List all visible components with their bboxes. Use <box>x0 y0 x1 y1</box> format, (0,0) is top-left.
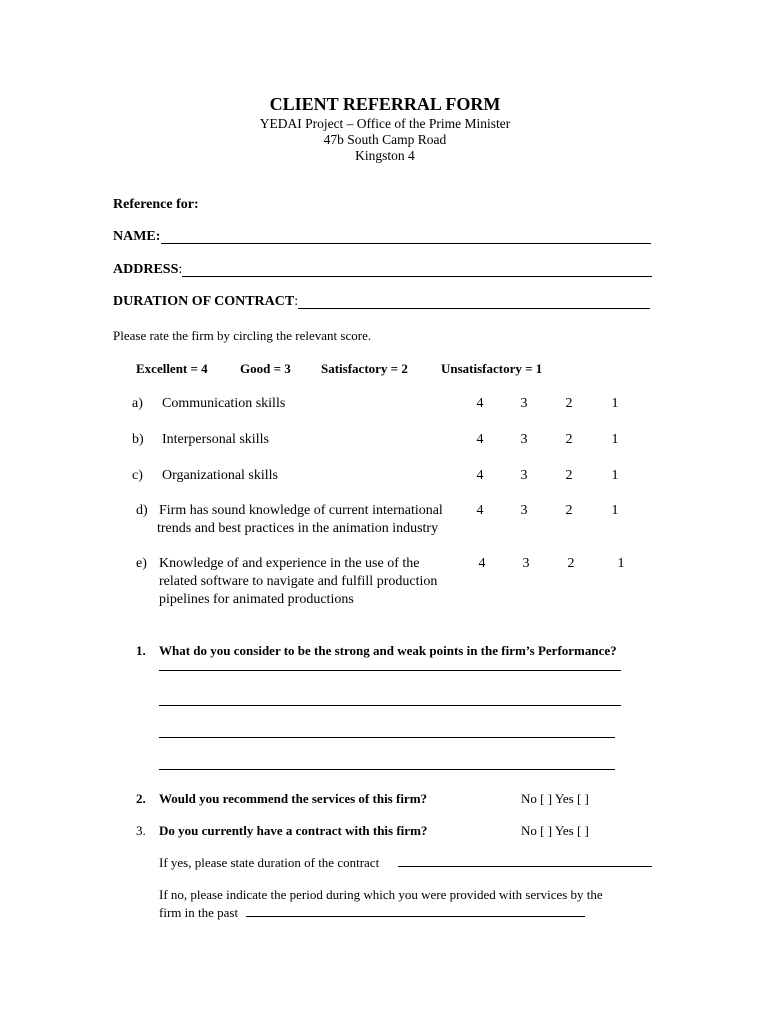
name-label: NAME: <box>113 229 161 244</box>
answer-line-4[interactable] <box>159 769 615 770</box>
answer-line-1[interactable] <box>159 670 621 671</box>
item-text-line2: related software to navigate and fulfill production <box>159 574 438 589</box>
score-2[interactable]: 2 <box>565 396 573 411</box>
answer-line-3[interactable] <box>159 737 615 738</box>
legend-excellent: Excellent = 4 <box>136 361 208 376</box>
score-4[interactable]: 4 <box>476 396 484 411</box>
rating-instruction: Please rate the firm by circling the relevant score. <box>113 328 372 343</box>
address-field[interactable] <box>182 276 652 277</box>
address-colon: : <box>178 262 183 277</box>
if-no-prompt-line2: firm in the past <box>159 905 239 920</box>
item-letter: d) <box>136 503 148 518</box>
score-4[interactable]: 4 <box>478 556 486 571</box>
if-no-prompt: If no, please indicate the period during which you were provided with services by the <box>159 887 603 902</box>
item-text: Interpersonal skills <box>162 432 269 447</box>
form-title: CLIENT REFERRAL FORM <box>269 94 501 114</box>
item-text: Communication skills <box>162 396 286 411</box>
address-label-text: ADDRESS <box>113 262 179 277</box>
header-street: 47b South Camp Road <box>323 132 447 147</box>
score-2[interactable]: 2 <box>565 432 573 447</box>
score-1[interactable]: 1 <box>617 556 625 571</box>
score-3[interactable]: 3 <box>520 503 528 518</box>
question-1-text: What do you consider to be the strong and weak points in the firm’s Performance? <box>159 643 617 658</box>
score-4[interactable]: 4 <box>476 432 484 447</box>
item-text-line3: pipelines for animated productions <box>159 592 354 607</box>
score-1[interactable]: 1 <box>611 432 619 447</box>
question-3-number: 3. <box>136 823 146 838</box>
score-1[interactable]: 1 <box>611 396 619 411</box>
question-1-number: 1. <box>136 643 146 658</box>
duration-label-text: DURATION OF CONTRACT <box>113 294 295 309</box>
score-3[interactable]: 3 <box>520 396 528 411</box>
score-1[interactable]: 1 <box>611 503 619 518</box>
address-label <box>113 262 182 278</box>
reference-heading: Reference for: <box>113 197 199 212</box>
question-3-options[interactable]: No [ ] Yes [ ] <box>521 823 589 838</box>
score-2[interactable]: 2 <box>565 468 573 483</box>
if-yes-prompt: If yes, please state duration of the contract <box>159 855 380 870</box>
legend-good: Good = 3 <box>240 361 291 376</box>
legend-unsatisfactory: Unsatisfactory = 1 <box>441 361 543 376</box>
if-yes-field[interactable] <box>398 866 652 867</box>
legend-satisfactory: Satisfactory = 2 <box>321 361 408 376</box>
item-text-line2: trends and best practices in the animation industry <box>157 521 439 536</box>
header-organization: YEDAI Project – Office of the Prime Minister <box>259 116 511 131</box>
duration-label <box>113 294 298 310</box>
item-letter: e) <box>136 556 147 571</box>
item-text: Firm has sound knowledge of current international <box>159 503 443 518</box>
duration-colon: : <box>294 294 299 309</box>
answer-line-2[interactable] <box>159 705 621 706</box>
score-3[interactable]: 3 <box>520 468 528 483</box>
question-3-text: Do you currently have a contract with this firm? <box>159 823 428 838</box>
item-text: Knowledge of and experience in the use of the <box>159 556 420 571</box>
duration-field[interactable] <box>298 308 650 309</box>
item-letter: b) <box>132 432 144 447</box>
name-field[interactable] <box>161 243 651 244</box>
score-2[interactable]: 2 <box>565 503 573 518</box>
score-3[interactable]: 3 <box>522 556 530 571</box>
header-city: Kingston 4 <box>355 148 415 163</box>
score-2[interactable]: 2 <box>567 556 575 571</box>
score-3[interactable]: 3 <box>520 432 528 447</box>
question-2-options[interactable]: No [ ] Yes [ ] <box>521 791 589 806</box>
if-no-field[interactable] <box>246 916 585 917</box>
item-letter: c) <box>132 468 143 483</box>
item-letter: a) <box>132 396 143 411</box>
item-text: Organizational skills <box>162 468 278 483</box>
question-2-number: 2. <box>136 791 146 806</box>
score-1[interactable]: 1 <box>611 468 619 483</box>
score-4[interactable]: 4 <box>476 468 484 483</box>
question-2-text: Would you recommend the services of this firm? <box>159 791 428 806</box>
score-4[interactable]: 4 <box>476 503 484 518</box>
